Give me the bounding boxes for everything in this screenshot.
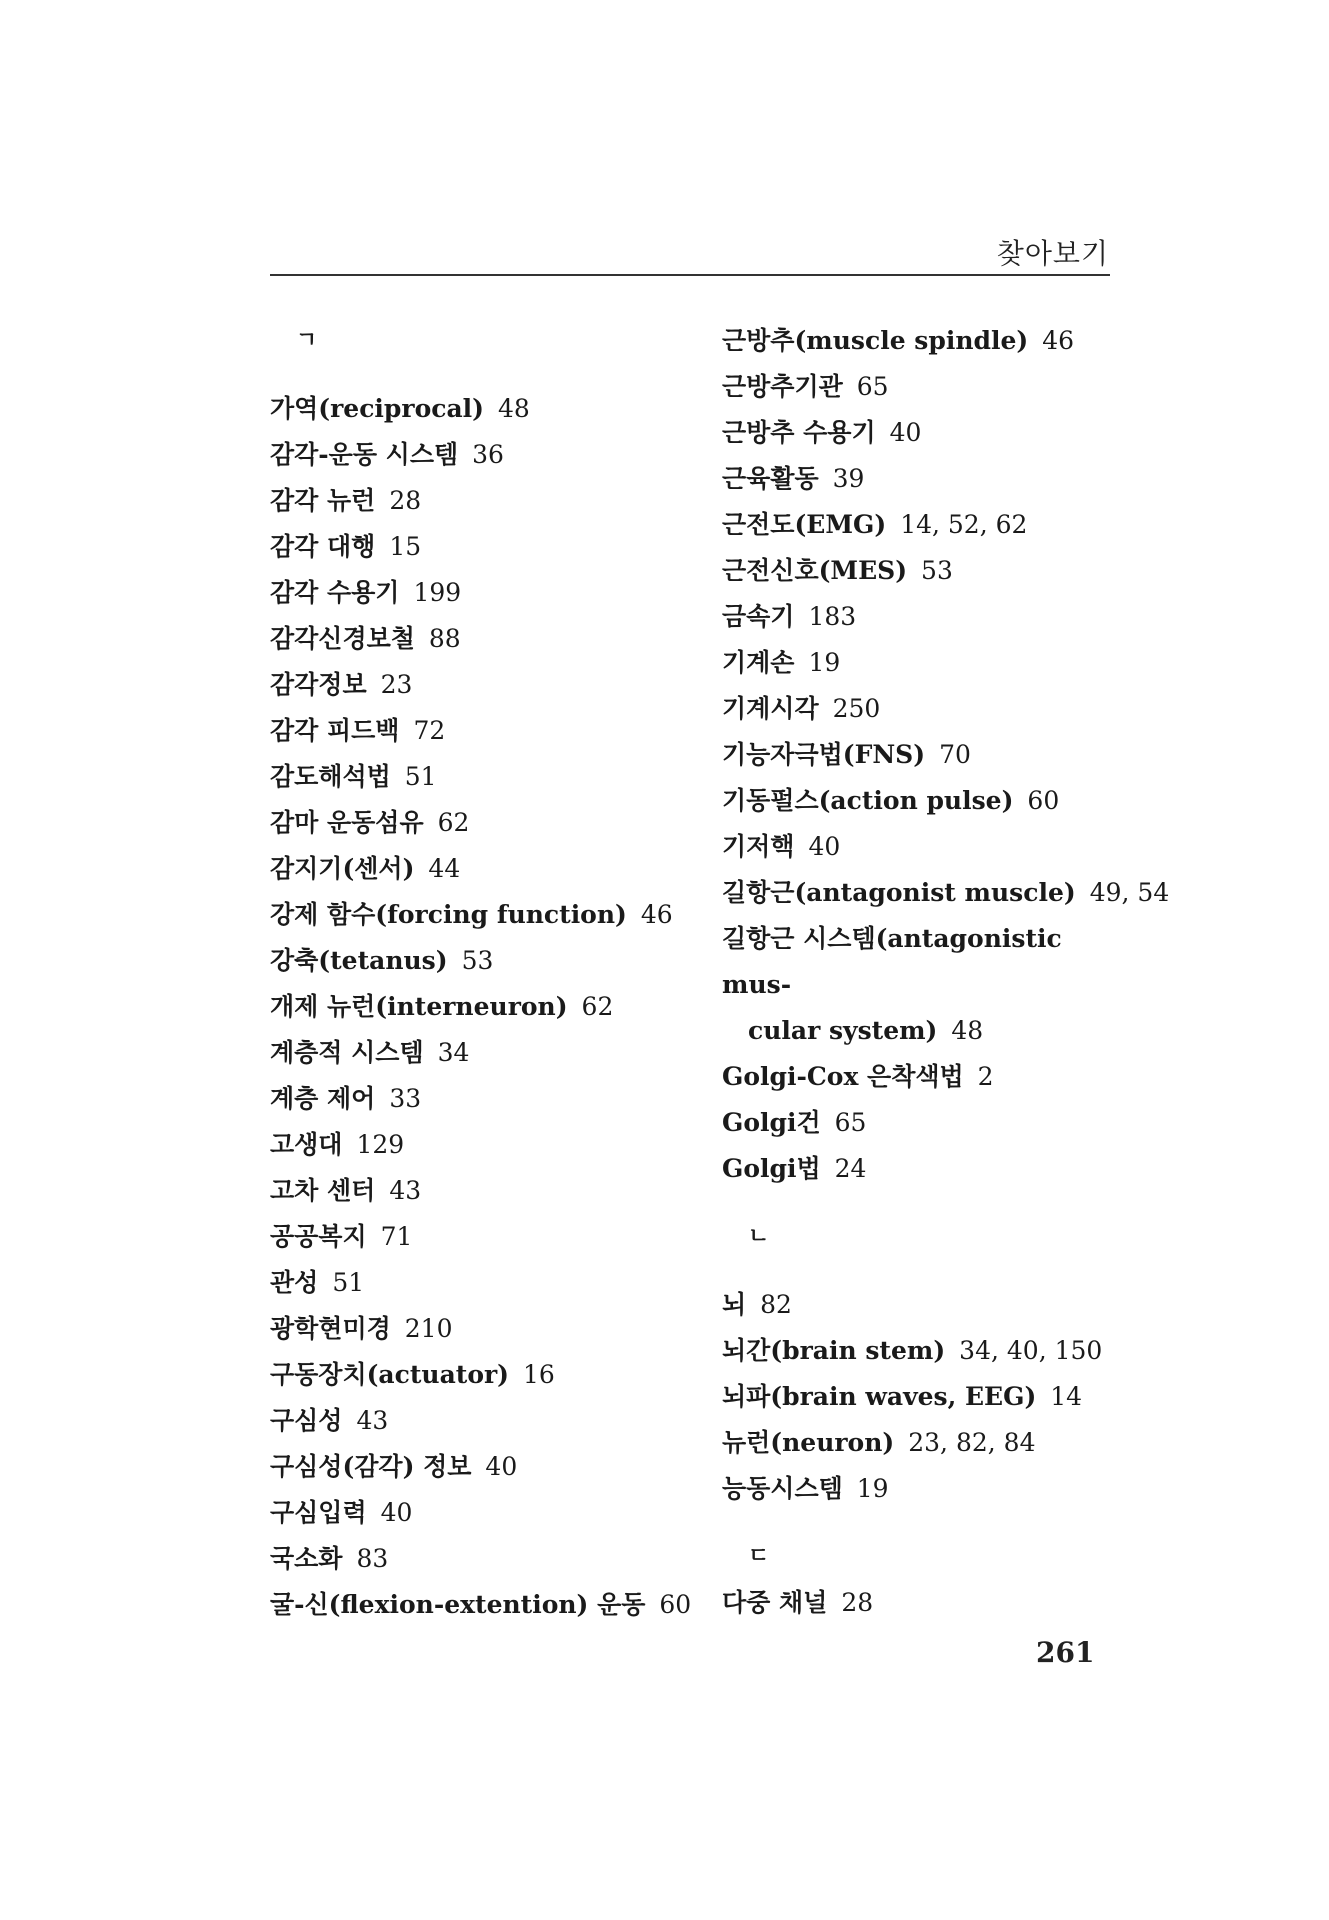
- index-entry: [270, 1076, 710, 1122]
- index-entry: [270, 478, 710, 524]
- index-entry: [722, 916, 1122, 1054]
- spacer: [722, 1192, 1122, 1214]
- index-pages: 65: [834, 1108, 867, 1137]
- index-entry: [270, 1260, 710, 1306]
- index-entry: [722, 732, 1122, 778]
- index-term: 광학현미경: [270, 1314, 391, 1343]
- index-entry: [722, 1054, 1122, 1100]
- index-entry: [722, 456, 1122, 502]
- index-term: 길항근 시스템(antagonistic mus-: [722, 924, 1062, 999]
- index-entry: [270, 984, 710, 1030]
- index-term: 뇌간(brain stem): [722, 1336, 946, 1365]
- index-entry: [722, 594, 1122, 640]
- index-pages: 43: [356, 1406, 389, 1435]
- index-term: 감각-운동 시스템: [270, 440, 459, 469]
- index-pages: 183: [808, 602, 857, 631]
- index-term: 기계시각: [722, 694, 819, 723]
- index-pages: 34: [437, 1038, 470, 1067]
- index-entry: [722, 1146, 1122, 1192]
- index-entry: [270, 800, 710, 846]
- index-term-continuation-text: cular system): [748, 1016, 938, 1045]
- index-pages: 88: [428, 624, 461, 653]
- section-heading-nieun: ㄴ: [748, 1224, 770, 1249]
- index-entry: [270, 892, 710, 938]
- index-term: Golgi-Cox 은착색법: [722, 1062, 964, 1091]
- index-term: 공공복지: [270, 1222, 367, 1251]
- index-term: 근전도(EMG): [722, 510, 887, 539]
- index-pages: 16: [523, 1360, 555, 1389]
- index-term: 계층 제어: [270, 1084, 376, 1113]
- index-term: 감도해석법: [270, 762, 391, 791]
- index-term: 길항근(antagonist muscle): [722, 878, 1076, 907]
- index-term: 근방추 수용기: [722, 418, 876, 447]
- index-term: 강축(tetanus): [270, 946, 448, 975]
- index-pages: 51: [332, 1268, 365, 1297]
- index-pages: 49, 54: [1089, 878, 1170, 907]
- index-pages: 36: [472, 440, 504, 469]
- index-term: 계층적 시스템: [270, 1038, 424, 1067]
- index-term: 뇌: [722, 1290, 747, 1319]
- section-heading-digeut: ㄷ: [748, 1544, 770, 1569]
- index-pages: 23: [380, 670, 413, 699]
- index-term: 감지기(센서): [270, 854, 415, 883]
- index-entry: [722, 1580, 1122, 1626]
- index-entry: [270, 1030, 710, 1076]
- index-term: 가역(reciprocal): [270, 394, 484, 423]
- index-pages: 53: [921, 556, 953, 585]
- index-pages: 34, 40, 150: [959, 1336, 1103, 1365]
- index-pages: 15: [389, 532, 422, 561]
- page-number: 261: [1036, 1636, 1095, 1669]
- index-term: 고차 센터: [270, 1176, 376, 1205]
- index-entry: [270, 708, 710, 754]
- index-pages: 129: [356, 1130, 405, 1159]
- index-pages: 44: [428, 854, 461, 883]
- index-term: 감각신경보철: [270, 624, 415, 653]
- entry-list-left: [270, 386, 710, 1628]
- index-pages: 33: [389, 1084, 422, 1113]
- entry-list-g-tail: [722, 1054, 1122, 1192]
- index-pages: 62: [437, 808, 470, 837]
- index-entry: [270, 616, 710, 662]
- index-term: 구동장치(actuator): [270, 1360, 509, 1389]
- index-entry: [722, 1100, 1122, 1146]
- index-term: 개제 뉴런(interneuron): [270, 992, 568, 1021]
- index-term: 감마 운동섬유: [270, 808, 424, 837]
- index-entry: [722, 548, 1122, 594]
- index-pages: 72: [413, 716, 446, 745]
- index-entry: [722, 824, 1122, 870]
- index-pages: 46: [640, 900, 673, 929]
- header-divider: [270, 274, 1110, 276]
- index-entry: [270, 1352, 710, 1398]
- index-pages: 65: [856, 372, 889, 401]
- index-term: 감각 수용기: [270, 578, 400, 607]
- index-pages: 60: [659, 1590, 692, 1619]
- index-pages: 14, 52, 62: [900, 510, 1028, 539]
- index-term: 국소화: [270, 1544, 343, 1573]
- index-term: 기저핵: [722, 832, 795, 861]
- index-term: 금속기: [722, 602, 795, 631]
- index-pages: 43: [389, 1176, 422, 1205]
- index-pages: 46: [1042, 326, 1075, 355]
- index-pages: 71: [380, 1222, 413, 1251]
- index-pages: 19: [856, 1474, 889, 1503]
- index-entry: [722, 870, 1170, 916]
- index-pages: 70: [939, 740, 971, 769]
- index-entry: [722, 778, 1122, 824]
- entry-list-g: [722, 318, 1170, 916]
- index-term: 근전신호(MES): [722, 556, 908, 585]
- index-pages: 199: [413, 578, 462, 607]
- index-term: 감각정보: [270, 670, 367, 699]
- index-pages: 210: [404, 1314, 453, 1343]
- index-term: 관성: [270, 1268, 319, 1297]
- index-entry: [270, 386, 710, 432]
- index-pages: 2: [977, 1062, 994, 1091]
- index-pages: 19: [808, 648, 841, 677]
- index-term: 감각 피드백: [270, 716, 400, 745]
- running-header: 찾아보기: [996, 237, 1109, 270]
- entry-list-d: [722, 1580, 1122, 1626]
- index-entry: [722, 640, 1122, 686]
- index-entry: [270, 1444, 710, 1490]
- index-pages: 39: [832, 464, 865, 493]
- index-pages: 40: [485, 1452, 518, 1481]
- index-pages: 53: [461, 946, 494, 975]
- index-term: 강제 함수(forcing function): [270, 900, 627, 929]
- index-pages: 60: [1027, 786, 1060, 815]
- index-pages: 28: [841, 1588, 874, 1617]
- index-pages: 40: [889, 418, 922, 447]
- index-entry: [722, 318, 1122, 364]
- index-pages: 62: [581, 992, 614, 1021]
- index-column-left: [270, 318, 710, 1628]
- index-term: Golgi건: [722, 1108, 821, 1137]
- index-term: 근육활동: [722, 464, 819, 493]
- index-entry: [270, 754, 710, 800]
- index-term: 능동시스템: [722, 1474, 843, 1503]
- index-entry: [722, 1374, 1122, 1420]
- index-pages: 23, 82, 84: [908, 1428, 1036, 1457]
- entry-list-n: [722, 1282, 1122, 1512]
- index-entry: [722, 1328, 1122, 1374]
- index-term: 기동펄스(action pulse): [722, 786, 1014, 815]
- index-entry: [270, 1168, 710, 1214]
- index-pages: 40: [808, 832, 841, 861]
- index-entry: [722, 364, 1122, 410]
- index-entry: [270, 1214, 710, 1260]
- index-entry: [270, 524, 710, 570]
- spacer: [722, 1260, 1122, 1282]
- spacer: [722, 1512, 1122, 1534]
- index-term: 고생대: [270, 1130, 343, 1159]
- spacer: [270, 364, 710, 386]
- index-pages: 48: [498, 394, 530, 423]
- index-term: 굴-신(flexion-extention) 운동: [270, 1590, 646, 1619]
- index-term: 뇌파(brain waves, EEG): [722, 1382, 1037, 1411]
- index-entry: [722, 502, 1122, 548]
- index-term: 뉴런(neuron): [722, 1428, 895, 1457]
- index-entry: [270, 570, 710, 616]
- index-term: 구심성: [270, 1406, 343, 1435]
- index-entry: [270, 1536, 710, 1582]
- index-entry: [722, 686, 1122, 732]
- index-entry: [722, 1420, 1122, 1466]
- index-term: 기능자극법(FNS): [722, 740, 926, 769]
- index-pages: 48: [951, 1016, 984, 1045]
- index-entry: [722, 1466, 1122, 1512]
- index-entry: [270, 662, 710, 708]
- index-term: 기계손: [722, 648, 795, 677]
- index-entry: [270, 1306, 710, 1352]
- index-term: 근방추(muscle spindle): [722, 326, 1029, 355]
- index-entry: [722, 1282, 1122, 1328]
- index-term: 감각 뉴런: [270, 486, 376, 515]
- index-term: 구심입력: [270, 1498, 367, 1527]
- index-entry: [722, 410, 1122, 456]
- index-pages: 40: [380, 1498, 413, 1527]
- index-pages: 28: [389, 486, 422, 515]
- index-pages: 83: [356, 1544, 389, 1573]
- index-entry: [270, 1122, 710, 1168]
- index-term: 구심성(감각) 정보: [270, 1452, 472, 1481]
- index-term: 감각 대행: [270, 532, 376, 561]
- index-pages: 14: [1050, 1382, 1083, 1411]
- index-entry: [270, 1398, 710, 1444]
- index-column-right: [722, 318, 1170, 1626]
- index-entry: [270, 432, 710, 478]
- index-entry: [270, 846, 710, 892]
- index-pages: 51: [404, 762, 437, 791]
- index-term: 다중 채널: [722, 1588, 828, 1617]
- index-entry: [270, 1490, 710, 1536]
- index-entry: [270, 938, 710, 984]
- index-term: 근방추기관: [722, 372, 843, 401]
- index-pages: 24: [834, 1154, 867, 1183]
- index-pages: 250: [832, 694, 881, 723]
- section-heading-giyeok: ㄱ: [296, 328, 318, 353]
- index-entry: [270, 1582, 710, 1628]
- index-term-continuation: [722, 1008, 1122, 1054]
- index-term: Golgi법: [722, 1154, 821, 1183]
- index-pages: 82: [760, 1290, 792, 1319]
